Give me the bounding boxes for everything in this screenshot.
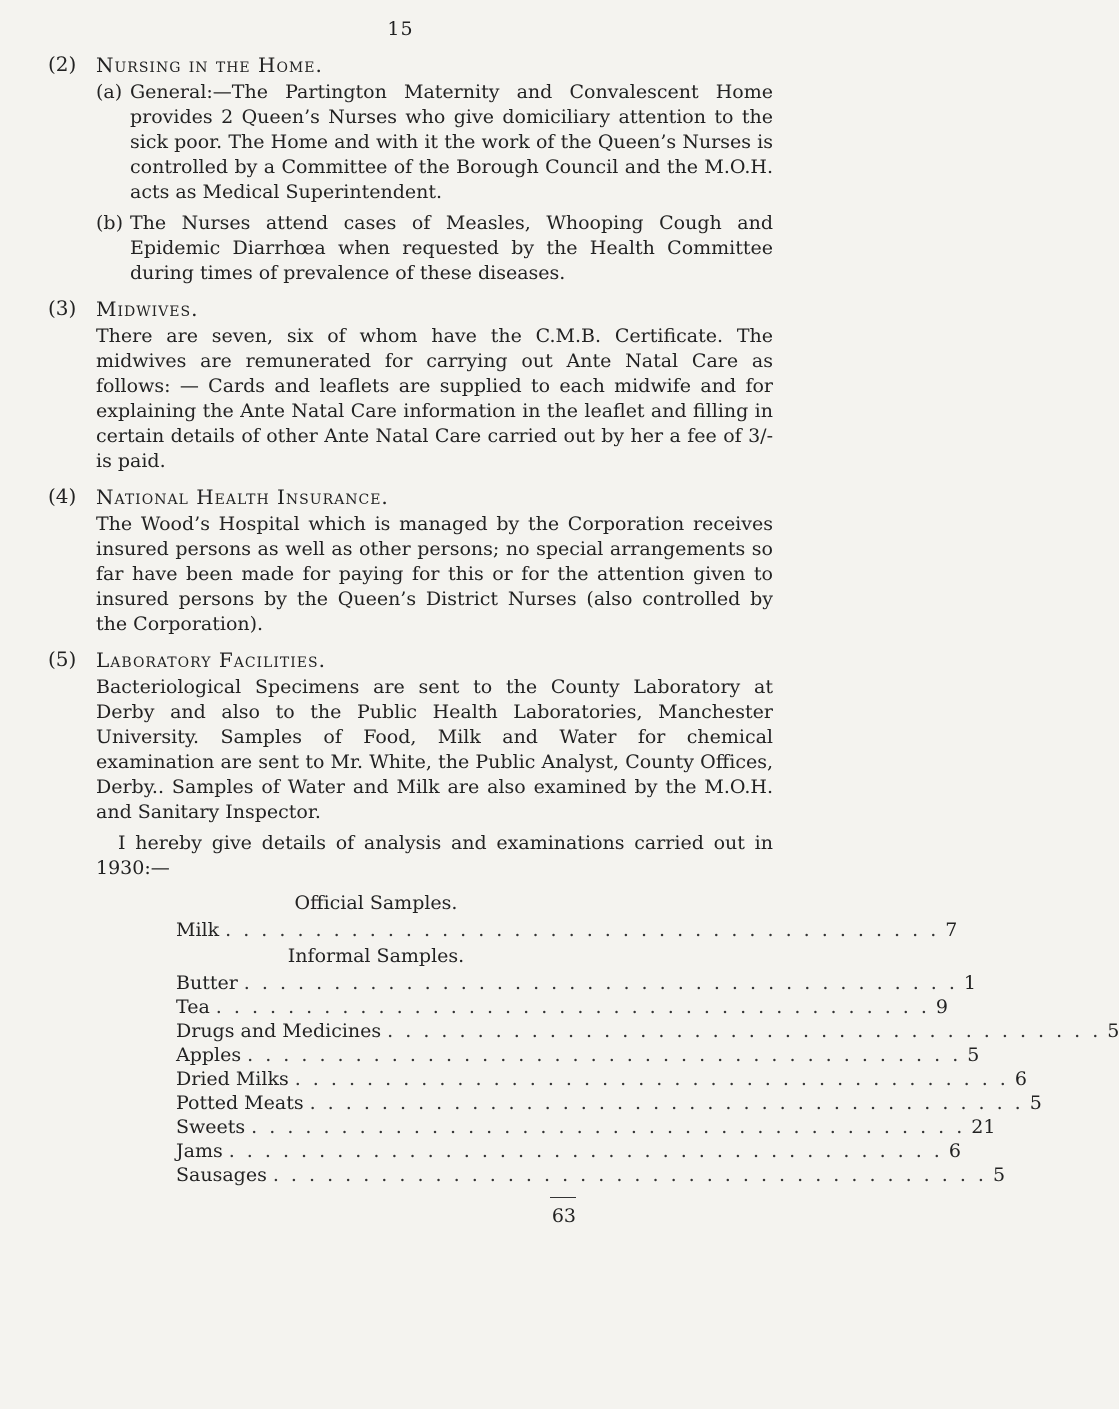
paragraph: The Wood’s Hospital which is managed by the Corporation receives insured persons as well as other persons; no special arrangements so far have been made for paying for this or for the attention given to insured persons by the Queen’s District Nurses (also controlled by the Corporation).	[96, 513, 773, 635]
section-title: Nursing in the Home.	[96, 53, 323, 77]
informal-samples-heading: Informal Samples.	[287, 945, 465, 967]
sample-row	[176, 971, 977, 995]
dot-leader: . . . . . . . . . . . . . . . . . . . . . . . . . . . . . . . . . . . . . . . .	[387, 1020, 1102, 1042]
sample-count: 5	[1107, 1020, 1119, 1042]
sample-row	[176, 1043, 980, 1067]
paragraph: There are seven, six of whom have the C.M.B. Certificate. The midwives are remunerated for carrying out Ante Natal Care as follows: — Cards and leaflets are supplied to each midwife and for explaining the Ante Natal Care information in the leaflet and filling in certain details of other Ante Natal Care carried out by her a fee of 3/- is paid.	[96, 325, 773, 472]
section-title: Laboratory Facilities.	[96, 648, 326, 672]
sample-count: 5	[1029, 1092, 1042, 1114]
sample-count: 1	[963, 972, 977, 994]
sample-item: Sweets	[176, 1116, 246, 1138]
sample-item: Tea	[176, 996, 210, 1018]
sample-item: Drugs and Medicines	[176, 1020, 382, 1042]
sample-row	[176, 1163, 1006, 1187]
dot-leader: . . . . . . . . . . . . . . . . . . . . . . . . . . . . . . . . . . . . . . . .	[247, 1044, 962, 1066]
dot-leader: . . . . . . . . . . . . . . . . . . . . . . . . . . . . . . . . . . . . . . . .	[272, 1164, 987, 1186]
samples-total: 63	[551, 1205, 576, 1227]
dot-leader: . . . . . . . . . . . . . . . . . . . . . . . . . . . . . . . . . . . . . . . .	[309, 1092, 1024, 1114]
dot-leader: . . . . . . . . . . . . . . . . . . . . . . . . . . . . . . . . . . . . . . . .	[243, 972, 958, 994]
sample-item: Milk	[176, 919, 220, 941]
sample-count: 9	[935, 996, 948, 1018]
section-number: (4)	[48, 484, 77, 508]
subsection-label: (b)	[96, 212, 123, 234]
sample-row	[176, 1067, 1027, 1091]
dot-leader: . . . . . . . . . . . . . . . . . . . . . . . . . . . . . . . . . . . . . . . .	[251, 1116, 966, 1138]
sample-row	[176, 1139, 961, 1163]
page-content	[48, 52, 1119, 1228]
analysis-intro: I hereby give details of analysis and examinations carried out in 1930:—	[96, 832, 773, 879]
section-title: National Health Insurance.	[96, 485, 389, 509]
sample-row	[176, 1019, 1119, 1043]
sample-count: 5	[992, 1164, 1006, 1186]
dot-leader: . . . . . . . . . . . . . . . . . . . . . . . . . . . . . . . . . . . . . . . .	[228, 1140, 943, 1162]
subsection-a	[96, 80, 773, 205]
sample-item: Apples	[176, 1044, 242, 1066]
sample-row	[176, 918, 958, 942]
sample-row	[176, 1115, 996, 1139]
section-midwives	[48, 296, 773, 474]
section-insurance	[48, 484, 773, 637]
subsection-label: (a)	[96, 81, 123, 103]
dot-leader: . . . . . . . . . . . . . . . . . . . . . . . . . . . . . . . . . . . . . . . .	[294, 1068, 1009, 1090]
section-laboratory	[48, 647, 773, 881]
page-number: 15	[387, 18, 414, 40]
section-number: (5)	[48, 647, 77, 671]
sample-count: 6	[1014, 1068, 1027, 1090]
paragraph: The Nurses attend cases of Measles, Whooping Cough and Epidemic Diarrhœa when requested by the Health Committee during times of prevalence of these diseases.	[130, 212, 773, 284]
sample-row	[176, 1091, 1042, 1115]
section-title: Midwives.	[96, 297, 199, 321]
section-nursing	[48, 52, 773, 286]
sample-item: Potted Meats	[176, 1092, 304, 1114]
sample-count: 21	[971, 1116, 996, 1138]
paragraph: General:—The Partington Maternity and Convalescent Home provides 2 Queen’s Nurses who give domiciliary attention to the sick poor. The Home and with it the work of the Queen’s Nurses is controlled by a Committee of the Borough Council and the M.O.H. acts as Medical Superintendent.	[130, 81, 773, 203]
paragraph: Bacteriological Specimens are sent to the County Laboratory at Derby and also to the Public Health Laboratories, Manchester University. Samples of Food, Milk and Water for chemical examination are sent to Mr. White, the Public Analyst, County Offices, Derby.. Samples of Water and Milk are also examined by the M.O.H. and Sanitary Inspector.	[96, 676, 773, 823]
sample-count: 6	[948, 1140, 961, 1162]
section-number: (2)	[48, 52, 77, 76]
section-number: (3)	[48, 296, 77, 320]
dot-leader: . . . . . . . . . . . . . . . . . . . . . . . . . . . . . . . . . . . . . . . .	[215, 996, 930, 1018]
sample-count: 5	[967, 1044, 980, 1066]
sample-item: Jams	[176, 1140, 223, 1162]
sample-item: Sausages	[176, 1164, 267, 1186]
total-rule	[550, 1197, 576, 1198]
samples-table	[176, 891, 1119, 1228]
sample-row	[176, 995, 948, 1019]
sample-item: Dried Milks	[176, 1068, 289, 1090]
dot-leader: . . . . . . . . . . . . . . . . . . . . . . . . . . . . . . . . . . . . . . . .	[225, 919, 940, 941]
subsection-b	[96, 211, 773, 286]
official-samples-heading: Official Samples.	[294, 892, 458, 914]
sample-count: 7	[945, 919, 958, 941]
sample-item: Butter	[176, 972, 238, 994]
